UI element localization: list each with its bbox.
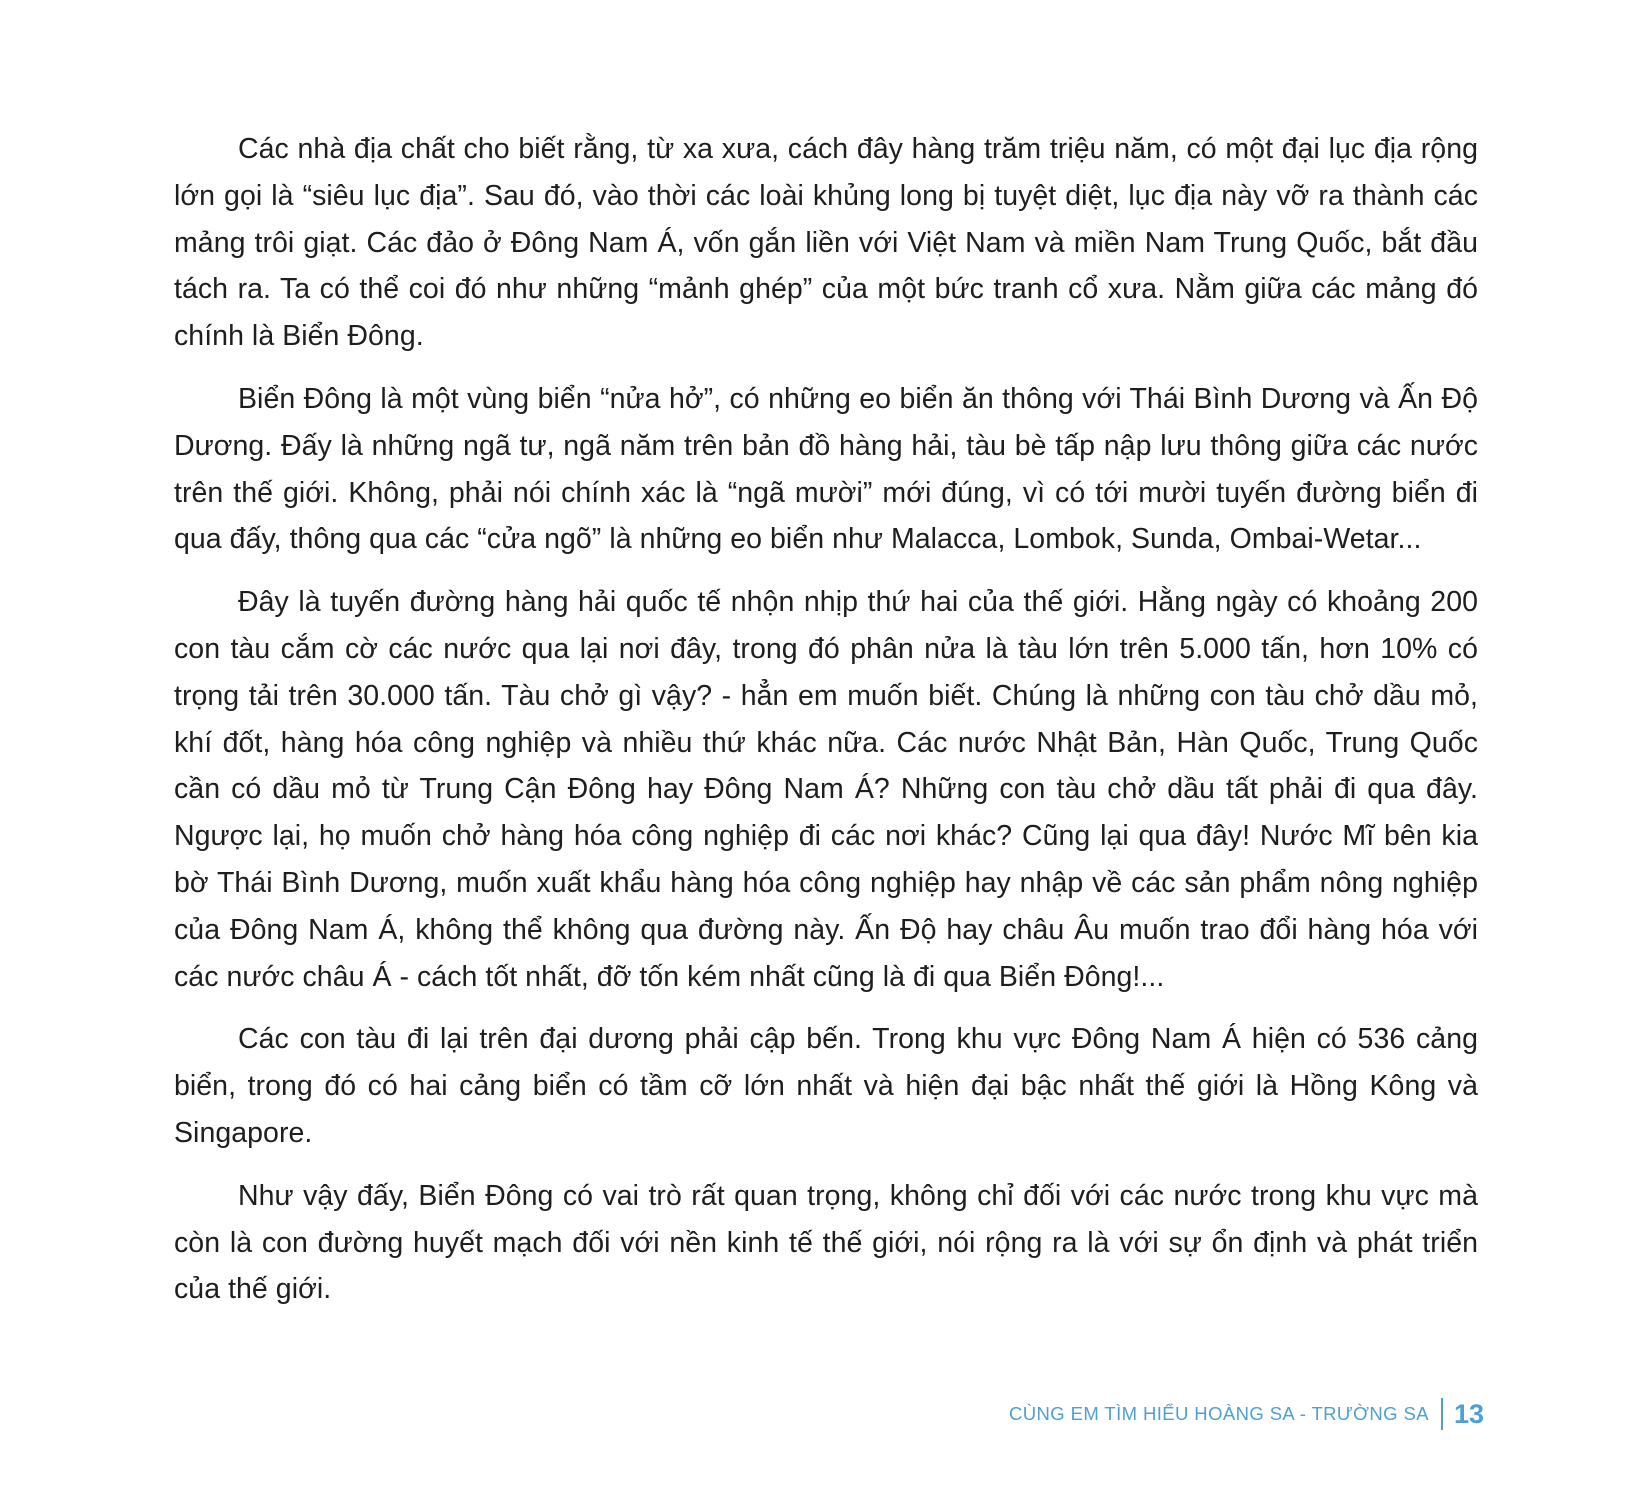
page-number: 13	[1453, 1398, 1484, 1429]
page-footer	[1009, 1394, 1484, 1434]
paragraph-semi-open-sea: Biển Đông là một vùng biển “nửa hở”, có những eo biển ăn thông với Thái Bình Dương và Ấn Độ Dương. Đấy là những ngã tư, ngã năm trên bản đồ hàng hải, tàu bè tấp nập lưu thông giữa các nước trên thế giới. Không, phải nói chính xác là “ngã mười” mới đúng, vì có tới mười tuyến đường biển đi qua đấy, thông qua các “cửa ngõ” là những eo biển như Malacca, Lombok, Sunda, Ombai-Wetar...	[174, 382, 1478, 556]
paragraph-seaports: Các con tàu đi lại trên đại dương phải cập bến. Trong khu vực Đông Nam Á hiện có 536 cảng biển, trong đó có hai cảng biển có tầm cỡ lớn nhất và hiện đại bậc nhất thế giới là Hồng Kông và Singapore.	[174, 1023, 1478, 1149]
paragraph-shipping-route: Đây là tuyến đường hàng hải quốc tế nhộn nhịp thứ hai của thế giới. Hằng ngày có khoảng 200 con tàu cắm cờ các nước qua lại nơi đây, trong đó phân nửa là tàu lớn trên 5.000 tấn, hơn 10% có trọng tải trên 30.000 tấn. Tàu chở gì vậy? - hẳn em muốn biết. Chúng là những con tàu chở dầu mỏ, khí đốt, hàng hóa công nghiệp và nhiều thứ khác nữa. Các nước Nhật Bản, Hàn Quốc, Trung Quốc cần có dầu mỏ từ Trung Cận Đông hay Đông Nam Á? Những con tàu chở dầu tất phải đi qua đây. Ngược lại, họ muốn chở hàng hóa công nghiệp đi các nơi khác? Cũng lại qua đây! Nước Mĩ bên kia bờ Thái Bình Dương, muốn xuất khẩu hàng hóa công nghiệp hay nhập về các sản phẩm nông nghiệp của Đông Nam Á, không thể không qua đường này. Ấn Độ hay châu Âu muốn trao đổi hàng hóa với các nước châu Á - cách tốt nhất, đỡ tốn kém nhất cũng là đi qua Biển Đông!...	[174, 586, 1478, 993]
footer-book-title: CÙNG EM TÌM HIỂU HOÀNG SA - TRƯỜNG SA	[1009, 1403, 1429, 1424]
main-text-column	[174, 126, 1478, 1329]
paragraph-conclusion: Như vậy đấy, Biển Đông có vai trò rất quan trọng, không chỉ đối với các nước trong khu vực mà còn là con đường huyết mạch đối với nền kinh tế thế giới, nói rộng ra là với sự ổn định và phát triển của thế giới.	[174, 1179, 1478, 1306]
paragraph-supercontinent: Các nhà địa chất cho biết rằng, từ xa xưa, cách đây hàng trăm triệu năm, có một đại lục địa rộng lớn gọi là “siêu lục địa”. Sau đó, vào thời các loài khủng long bị tuyệt diệt, lục địa này vỡ ra thành các mảng trôi giạt. Các đảo ở Đông Nam Á, vốn gắn liền với Việt Nam và miền Nam Trung Quốc, bắt đầu tách ra. Ta có thể coi đó như những “mảnh ghép” của một bức tranh cổ xưa. Nằm giữa các mảng đó chính là Biển Đông.	[174, 133, 1478, 353]
